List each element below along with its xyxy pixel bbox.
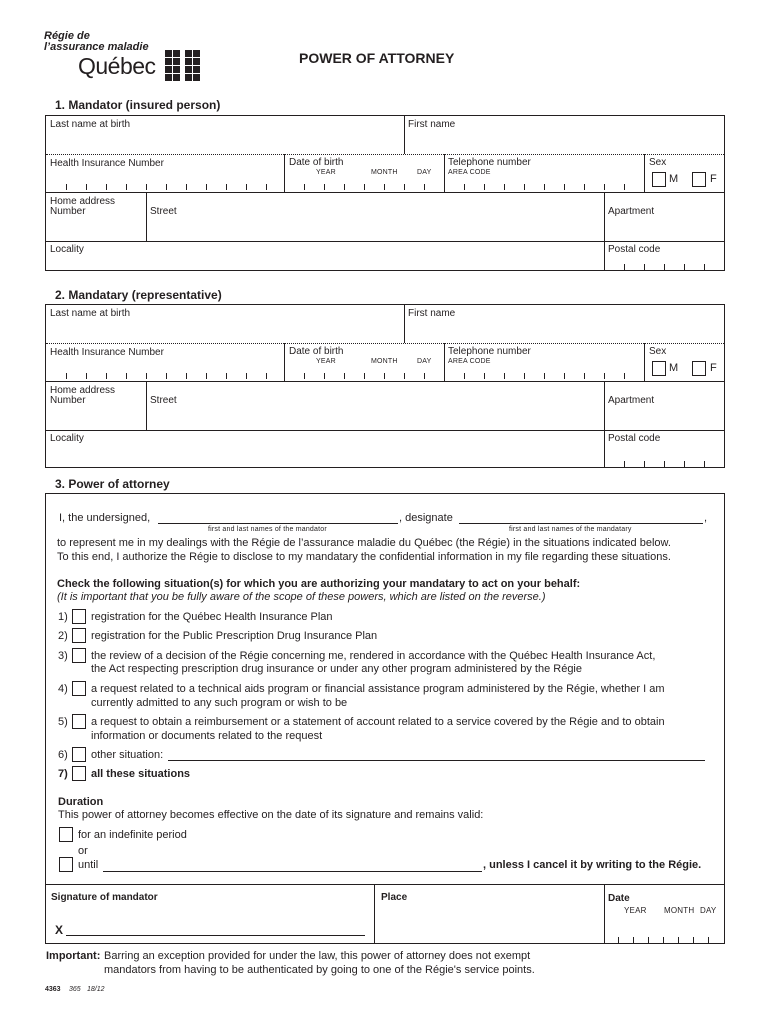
- street-label: Street: [150, 395, 177, 406]
- important-line-2: mandators from having to be authenticated by going to one of the Régie's service points.: [104, 964, 535, 976]
- first-name-label: First name: [408, 308, 456, 319]
- section1-form: [45, 115, 725, 271]
- important-label: Important:: [46, 950, 101, 962]
- fleur-de-lis-icon: [165, 66, 180, 81]
- sex-male-label: M: [669, 362, 679, 374]
- duration-text: This power of attorney becomes effective on the date of its signature and remains valid:: [58, 809, 484, 821]
- undersigned-text: I, the undersigned,: [59, 512, 151, 524]
- org-name-line2: l’assurance maladie: [44, 41, 149, 53]
- mandatary-caption: first and last names of the mandatary: [509, 526, 632, 533]
- month-label: MONTH: [371, 169, 398, 176]
- phone-label: Telephone number: [448, 157, 531, 168]
- situation-text-cont: currently admitted to any such program or wish to be: [91, 697, 348, 709]
- hin-label: Health Insurance Number: [50, 158, 164, 169]
- form-date: 18/12: [87, 986, 105, 993]
- area-code-label: AREA CODE: [448, 169, 491, 176]
- phone-label: Telephone number: [448, 346, 531, 357]
- month-label: MONTH: [371, 358, 398, 365]
- apartment-label: Apartment: [608, 206, 655, 217]
- page-title: POWER OF ATTORNEY: [299, 50, 455, 66]
- hin-label: Health Insurance Number: [50, 347, 164, 358]
- check-heading: Check the following situation(s) for which you are authorizing your mandatary to act on your behalf:: [57, 578, 581, 590]
- situation-number: 1): [58, 611, 68, 623]
- situation-text: a request related to a technical aids program or financial assistance program administered by the Régie, whether I am: [91, 683, 665, 695]
- signature-x: X: [55, 923, 64, 937]
- situation-4-checkbox[interactable]: [72, 681, 86, 696]
- home-address-label: Home address: [50, 385, 116, 396]
- sex-female-label: F: [710, 173, 717, 185]
- area-code-label: AREA CODE: [448, 358, 491, 365]
- sex-female-label: F: [710, 362, 717, 374]
- section2-form: [45, 304, 725, 468]
- situation-number: 6): [58, 749, 68, 761]
- signature-table: [45, 885, 725, 944]
- dob-label: Date of birth: [289, 346, 344, 357]
- apartment-label: Apartment: [608, 395, 655, 406]
- or-label: or: [78, 845, 88, 857]
- represent-line-2: To this end, I authorize the Régie to disclose to my mandatary the confidential information in my file regarding these situations.: [57, 551, 671, 563]
- postal-code-label: Postal code: [608, 433, 661, 444]
- last-name-label: Last name at birth: [50, 119, 131, 130]
- situation-text: registration for the Public Prescription Drug Insurance Plan: [91, 630, 378, 642]
- section1-heading: 1. Mandator (insured person): [55, 98, 221, 112]
- number-label: Number: [50, 206, 86, 217]
- represent-line-1: to represent me in my dealings with the Régie de l’assurance maladie du Québec (the Régie) in the situations indicated below.: [57, 537, 671, 549]
- situation-number: 7): [58, 768, 68, 780]
- sex-female-checkbox[interactable]: [692, 361, 706, 376]
- place-label: Place: [381, 892, 408, 903]
- org-name-line3: Québec: [78, 53, 156, 79]
- signature-field[interactable]: [66, 935, 365, 936]
- mandatary-name-field[interactable]: [459, 523, 703, 524]
- first-name-label: First name: [408, 119, 456, 130]
- situation-text-cont: information or documents related to the request: [91, 730, 323, 742]
- sex-male-checkbox[interactable]: [652, 172, 666, 187]
- sex-male-label: M: [669, 173, 679, 185]
- until-label: until: [78, 859, 99, 871]
- date-label: Date: [608, 893, 630, 904]
- indefinite-label: for an indefinite period: [78, 829, 187, 841]
- until-checkbox[interactable]: [59, 857, 73, 872]
- postal-code-label: Postal code: [608, 244, 661, 255]
- designate-trailing-comma: ,: [704, 512, 708, 524]
- other-situation-field[interactable]: [168, 760, 705, 761]
- situation-text: the review of a decision of the Régie concerning me, rendered in accordance with the Québec Health Insurance Act,: [91, 650, 656, 662]
- situation-text-cont: the Act respecting prescription drug insurance or under any other program administered by the Régie: [91, 663, 582, 675]
- designate-text: , designate: [399, 512, 453, 524]
- situation-7-checkbox[interactable]: [72, 766, 86, 781]
- check-note: (It is important that you be fully aware of the scope of these powers, which are listed on the reverse.): [57, 591, 546, 603]
- duration-heading: Duration: [58, 796, 104, 808]
- year-label: YEAR: [316, 358, 336, 365]
- sex-label: Sex: [649, 157, 667, 168]
- situation-text: all these situations: [91, 768, 191, 780]
- sex-male-checkbox[interactable]: [652, 361, 666, 376]
- home-address-label: Home address: [50, 196, 116, 207]
- unless-text: , unless I cancel it by writing to the Régie.: [483, 859, 702, 871]
- until-date-field[interactable]: [103, 871, 482, 872]
- situation-text: other situation:: [91, 749, 164, 761]
- sex-female-checkbox[interactable]: [692, 172, 706, 187]
- day-label: DAY: [700, 906, 717, 915]
- locality-label: Locality: [50, 433, 84, 444]
- mandator-name-field[interactable]: [158, 523, 398, 524]
- section3-heading: 3. Power of attorney: [55, 477, 170, 491]
- fleur-de-lis-icon: [165, 50, 180, 65]
- org-name-line1: Régie de: [44, 30, 90, 42]
- situation-1-checkbox[interactable]: [72, 609, 86, 624]
- situation-3-checkbox[interactable]: [72, 648, 86, 663]
- day-label: DAY: [417, 358, 432, 365]
- fleur-de-lis-icon: [185, 66, 200, 81]
- form-code: 365: [69, 986, 81, 993]
- number-label: Number: [50, 395, 86, 406]
- important-line-1: Barring an exception provided for under the law, this power of attorney does not exempt: [104, 950, 531, 962]
- logo: [44, 30, 214, 80]
- indefinite-checkbox[interactable]: [59, 827, 73, 842]
- situation-6-checkbox[interactable]: [72, 747, 86, 762]
- locality-label: Locality: [50, 244, 84, 255]
- situation-number: 4): [58, 683, 68, 695]
- form-number: 4363: [45, 986, 61, 993]
- sex-label: Sex: [649, 346, 667, 357]
- dob-label: Date of birth: [289, 157, 344, 168]
- year-label: YEAR: [624, 906, 647, 915]
- situation-number: 5): [58, 716, 68, 728]
- signature-label: Signature of mandator: [51, 892, 158, 903]
- section2-heading: 2. Mandatary (representative): [55, 288, 222, 302]
- month-label: MONTH: [664, 906, 695, 915]
- street-label: Street: [150, 206, 177, 217]
- situation-number: 3): [58, 650, 68, 662]
- last-name-label: Last name at birth: [50, 308, 131, 319]
- day-label: DAY: [417, 169, 432, 176]
- fleur-de-lis-icon: [185, 50, 200, 65]
- year-label: YEAR: [316, 169, 336, 176]
- mandator-caption: first and last names of the mandator: [208, 526, 327, 533]
- situation-text: registration for the Québec Health Insurance Plan: [91, 611, 333, 623]
- situation-text: a request to obtain a reimbursement or a statement of account related to a service covered by the Régie and to obtain: [91, 716, 665, 728]
- situation-number: 2): [58, 630, 68, 642]
- situation-5-checkbox[interactable]: [72, 714, 86, 729]
- situation-2-checkbox[interactable]: [72, 628, 86, 643]
